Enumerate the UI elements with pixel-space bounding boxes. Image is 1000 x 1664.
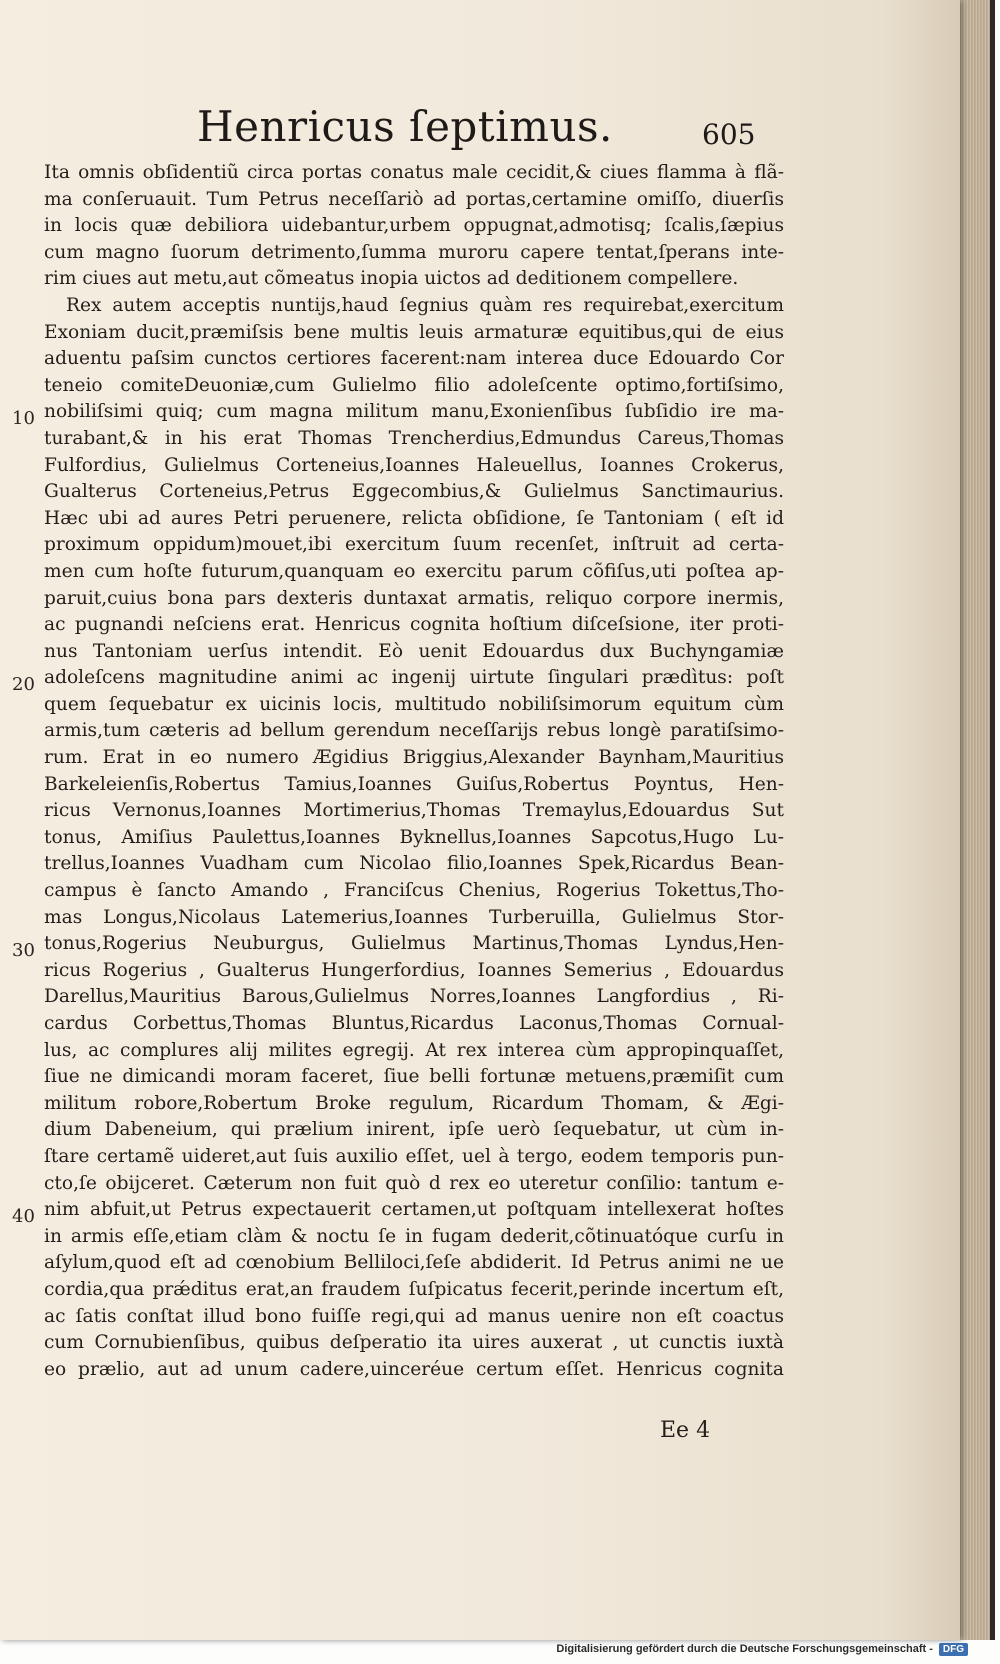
- text-line: Fulfordius, Gulielmus Corteneius,Ioannes Haleuellus, Ioannes Crokerus,: [44, 454, 784, 476]
- text-line: in locis quæ debiliora uidebantur,urbem oppugnat,admotisq; ſcalis,ſæpius: [44, 215, 784, 237]
- text-line: Exoniam ducit,præmiſsis bene multis leuis armaturæ equitibus,qui de eius: [44, 321, 784, 343]
- text-line: ricus Rogerius , Gualterus Hungerfordius, Ioannes Semerius , Edouardus: [44, 959, 784, 981]
- text-line: in armis eſſe,etiam clàm & noctu ſe in fugam dederit,cõtinuatóque curſu in: [44, 1225, 784, 1247]
- text-line: ſtare certamẽ uideret,aut ſuis auxilio eſſet, uel à tergo, eodem temporis pun-: [44, 1145, 784, 1167]
- text-line: Darellus,Mauritius Barous,Gulielmus Norres,Ioannes Langfordius , Ri-: [44, 986, 784, 1008]
- text-line: ac pugnandi neſciens erat. Henricus cognita hoſtium diſceſsione, iter proti-: [44, 614, 784, 636]
- text-line: rim ciues aut metu,aut cõmeatus inopia uictos ad deditionem compellere.: [44, 268, 739, 290]
- text-line: cum Cornubienſibus, quibus deſperatio ita uires auxerat , ut cunctis iuxtà: [44, 1332, 784, 1354]
- digitization-credit: [556, 1640, 968, 1658]
- text-line: aduentu paſsim cunctos certiores facerent:nam interea duce Edouardo Cor: [44, 348, 784, 370]
- page-number: 605: [702, 118, 756, 151]
- text-line: cto,ſe obijceret. Cæterum non fuit quò d rex eo uteretur conſilio: tantum e-: [44, 1172, 784, 1194]
- text-line: cardus Corbettus,Thomas Bluntus,Ricardus Laconus,Thomas Cornual-: [44, 1013, 784, 1034]
- text-line: men cum hoſte futurum,quanquam eo exercitu parum cõfiſus,uti poſtea ap-: [44, 560, 784, 582]
- body-text: [44, 160, 784, 1383]
- margin-line-number: 40: [12, 1206, 35, 1227]
- text-line: cum magno ſuorum detrimento,ſumma muroru capere tentat,ſperans inte-: [44, 241, 784, 263]
- text-line: Ita omnis obſidentiũ circa portas conatus male cecidit,& ciues flamma à flã-: [44, 162, 784, 183]
- text-line: trellus,Ioannes Vuadham cum Nicolao filio,Ioannes Spek,Ricardus Bean-: [44, 853, 784, 875]
- text-line: quem ſequebatur ex uicinis locis, multitudo nobiliſsimorum equitum cùm: [44, 693, 784, 715]
- text-line: Rex autem acceptis nuntijs,haud ſegnius quàm res requirebat,exercitum: [66, 294, 784, 316]
- margin-line-number: 30: [12, 940, 35, 961]
- text-line: eo prælio, aut ad unum cadere,uinceréue certum eſſet. Henricus cognita: [44, 1358, 784, 1380]
- running-title: Henricus ſeptimus.: [197, 102, 613, 151]
- text-line: adoleſcens magnitudine animi ac ingenij uirtute ſingulari prædìtus: poſt: [44, 667, 784, 689]
- dfg-logo: DFG: [939, 1643, 968, 1656]
- text-line: tonus, Amiſius Paulettus,Ioannes Byknellus,Ioannes Sapcotus,Hugo Lu-: [44, 826, 784, 848]
- text-line: aſylum,quod eſt ad cœnobium Belliloci,ſeſe abdiderit. Id Petrus animi ne ue: [44, 1252, 784, 1274]
- text-line: armis,tum cæteris ad bellum gerendum neceſſarijs rebus longè paratiſsimo-: [44, 720, 784, 742]
- text-line: campus è ſancto Amando , Franciſcus Chenius, Rogerius Tokettus,Tho-: [44, 880, 784, 902]
- text-line: nus Tantoniam uerſus intendit. Eò uenit Edouardus dux Buchyngamiæ: [44, 640, 784, 662]
- text-line: proximum oppidum)mouet,ibi exercitum ſuum recenſet, inſtruit ad certa-: [44, 534, 784, 556]
- credit-text: Digitalisierung gefördert durch die Deutsche Forschungsgemeinschaft -: [556, 1643, 933, 1655]
- text-line: militum robore,Robertum Broke regulum, Ricardum Thomam, & Ægi-: [44, 1092, 784, 1114]
- text-line: teneio comiteDeuoniæ,cum Gulielmo filio adoleſcente optimo,fortiſsimo,: [44, 374, 784, 396]
- text-line: ſiue ne dimicandi moram faceret, ſiue belli fortunæ metuens,præmiſit cum: [44, 1066, 784, 1088]
- margin-line-number: 10: [12, 408, 35, 429]
- text-line: ricus Vernonus,Ioannes Mortimerius,Thomas Tremaylus,Edouardus Sut: [44, 800, 784, 822]
- text-line: ma conſeruauit. Tum Petrus neceſſariò ad portas,certamine omiſſo, diuerſis: [44, 188, 784, 210]
- text-line: tonus,Rogerius Neuburgus, Gulielmus Martinus,Thomas Lyndus,Hen-: [44, 933, 784, 955]
- text-line: Hæc ubi ad aures Petri peruenere, relicta obſidione, ſe Tantoniam ( eſt id: [44, 507, 784, 529]
- text-line: rum. Erat in eo numero Ægidius Briggius,Alexander Baynham,Mauritius: [44, 747, 784, 769]
- text-line: lus, ac complures alij milites egregij. At rex interea cùm appropinquaſſet,: [44, 1039, 784, 1061]
- text-line: nim abfuit,ut Petrus expectauerit certamen,ut poſtquam intellexerat hoſtes: [44, 1199, 784, 1221]
- text-line: turabant,& in his erat Thomas Trencherdius,Edmundus Careus,Thomas: [44, 427, 784, 449]
- text-line: ac ſatis conſtat illud bono fuiſſe regi,qui ad manus uenire non eſt coactus: [44, 1305, 784, 1327]
- text-line: Barkeleienſis,Robertus Tamius,Ioannes Guiſus,Robertus Poyntus, Hen-: [44, 773, 784, 795]
- text-line: cordia,qua prǽditus erat,an fraudem ſuſpicatus fecerit,perinde incertum eſt,: [44, 1278, 784, 1300]
- text-line: Gualterus Corteneius,Petrus Eggecombius,& Gulielmus Sanctimaurius.: [44, 481, 784, 503]
- text-line: nobiliſsimi quiq; cum magna militum manu,Exonienſibus ſubſidio ire ma-: [44, 401, 784, 423]
- text-line: dium Dabeneium, qui prælium inirent, ipſe uerò ſequebatur, ut cùm in-: [44, 1119, 784, 1141]
- text-line: paruit,cuius bona pars dexteris duntaxat armatis, reliquo corpore inermis,: [44, 587, 784, 609]
- signature-mark: Ee 4: [660, 1418, 711, 1443]
- text-line: mas Longus,Nicolaus Latemerius,Ioannes Turberuilla, Gulielmus Stor-: [44, 906, 784, 928]
- page-stack-edge: [960, 0, 990, 1640]
- margin-line-number: 20: [12, 674, 35, 695]
- page-header: [0, 102, 960, 162]
